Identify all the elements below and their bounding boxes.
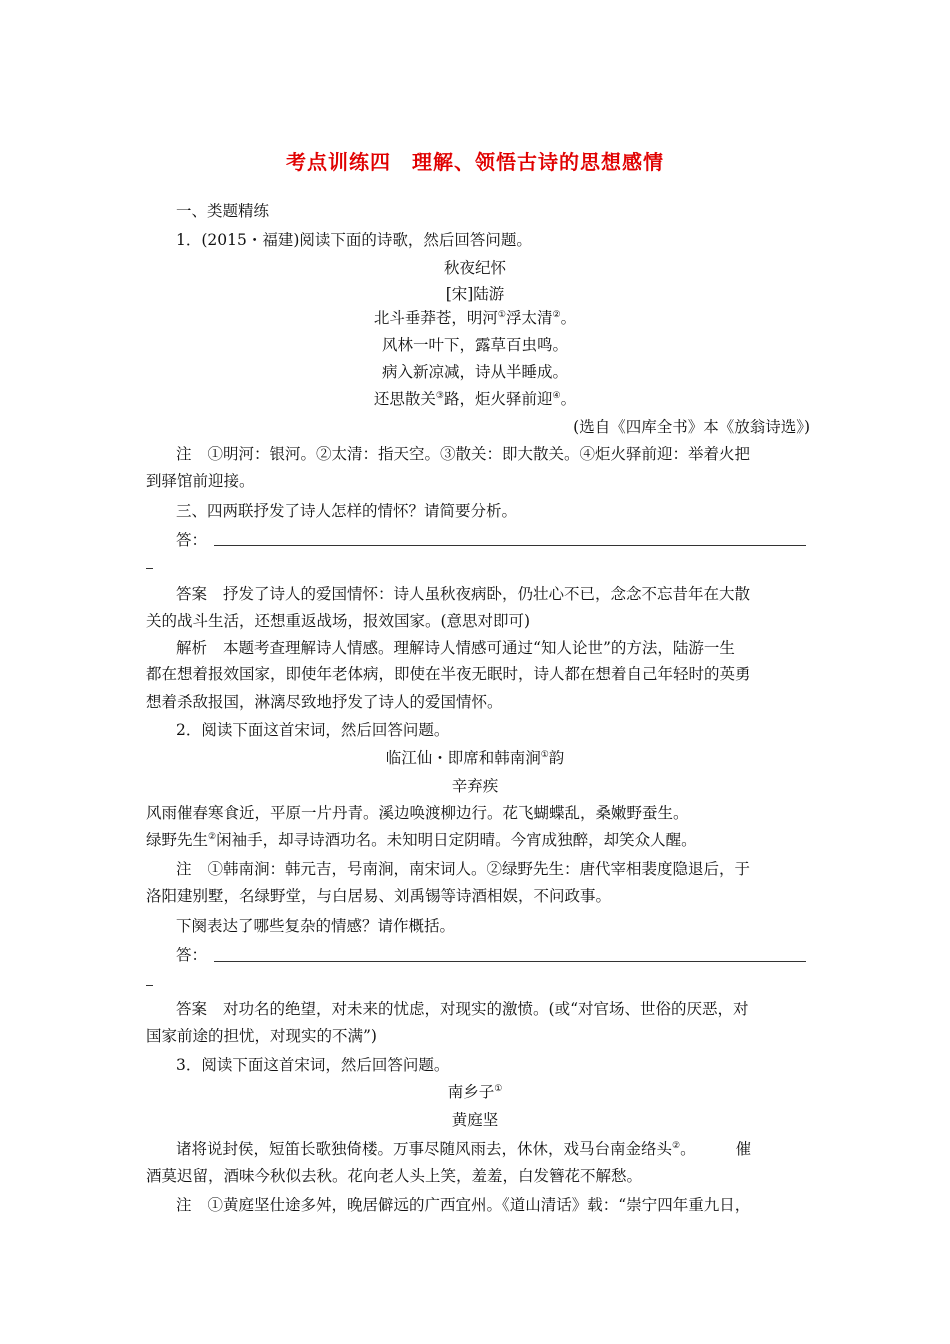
q1-note-line-2: 到驿馆前迎接。 [146, 472, 255, 490]
q1-answer-label: 答： [176, 531, 208, 549]
q1-question: 三、四两联抒发了诗人怎样的情怀？请简要分析。 [176, 502, 518, 520]
q2-note-line-2: 洛阳建别墅，名绿野堂，与白居易、刘禹锡等诗酒相娱，不问政事。 [146, 887, 612, 905]
q1-analysis-line-2: 都在想着报效国家，即使年老体病，即使在半夜无眠时，诗人都在想着自己年轻时的英勇 [146, 665, 751, 683]
q2-poem-author: 辛弃疾 [451, 777, 499, 795]
q1-answer-continuation [146, 568, 153, 569]
section-heading: 一、类题精练 [176, 202, 270, 220]
q1-poem-author: [宋]陆游 [445, 285, 505, 303]
q3-poem-author: 黄庭坚 [451, 1111, 499, 1129]
q2-note-line-1: 注 ①韩南涧：韩元吉，号南涧，南宋词人。②绿野先生：唐代宰相裴度隐退后，于 [176, 860, 751, 878]
q2-poem-line-2: 绿野先生②闲袖手，却寻诗酒功名。未知明日定阴晴。今宵成独醉，却笑众人醒。 [146, 831, 697, 849]
q1-note-line-1: 注 ①明河：银河。②太清：指天空。③散关：即大散关。④炬火驿前迎：举着火把 [176, 445, 751, 463]
page-title: 考点训练四 理解、领悟古诗的思想感情 [286, 150, 664, 174]
q2-question: 下阕表达了哪些复杂的情感？请作概括。 [176, 917, 456, 935]
q1-answer-line-2: 关的战斗生活，还想重返战场，报效国家。(意思对即可) [146, 612, 531, 630]
q2-answer-line-1: 答案 对功名的绝望，对未来的忧虑，对现实的激愤。(或“对官场、世俗的厌恶，对 [176, 1000, 749, 1018]
q1-answer-input[interactable] [214, 545, 806, 546]
q2-poem-line-1: 风雨催春寒食近，平原一片丹青。溪边唤渡柳边行。花飞蝴蝶乱，桑嫩野蚕生。 [146, 804, 689, 822]
q1-poem-line-3: 病入新凉减，诗从半睡成。 [381, 363, 568, 381]
q1-analysis-line-1: 解析 本题考查理解诗人情感。理解诗人情感可通过“知人论世”的方法，陆游一生 [176, 639, 735, 657]
q3-poem-title: 南乡子① [447, 1083, 503, 1101]
q1-answer-line-1: 答案 抒发了诗人的爱国情怀：诗人虽秋夜病卧，仍壮心不已，念念不忘昔年在大散 [176, 585, 751, 603]
q1-poem-title: 秋夜纪怀 [443, 259, 506, 277]
q1-stem: 1．(2015・福建)阅读下面的诗歌，然后回答问题。 [176, 231, 532, 249]
q1-poem-line-4: 还思散关③路，炬火驿前迎④。 [373, 390, 577, 408]
q2-stem: 2．阅读下面这首宋词，然后回答问题。 [176, 721, 450, 739]
q3-note-line-1: 注 ①黄庭坚仕途多舛，晚居僻远的广西宜州。《道山清话》载：“崇宁四年重九日， [176, 1196, 751, 1214]
q2-answer-continuation [146, 985, 153, 986]
q1-poem-line-2: 风林一叶下，露草百虫鸣。 [381, 336, 568, 354]
q1-poem-source: (选自《四库全书》本《放翁诗选》) [573, 418, 810, 436]
q3-poem-line-2: 酒莫迟留，酒味今秋似去秋。花向老人头上笑，羞羞，白发簪花不解愁。 [146, 1167, 643, 1185]
q2-answer-line-2: 国家前途的担忧，对现实的不满”) [146, 1027, 377, 1045]
q1-poem-line-1: 北斗垂莽苍，明河①浮太清②。 [373, 309, 577, 327]
q2-answer-label: 答： [176, 946, 208, 964]
q3-stem: 3．阅读下面这首宋词，然后回答问题。 [176, 1056, 450, 1074]
q2-answer-input[interactable] [214, 961, 806, 962]
q3-poem-line-1: 诸将说封侯，短笛长歌独倚楼。万事尽随风雨去，休休，戏马台南金络头②。 催 [176, 1140, 752, 1158]
q1-analysis-line-3: 想着杀敌报国，淋漓尽致地抒发了诗人的爱国情怀。 [146, 693, 503, 711]
q2-poem-title: 临江仙・即席和韩南涧①韵 [385, 749, 565, 767]
